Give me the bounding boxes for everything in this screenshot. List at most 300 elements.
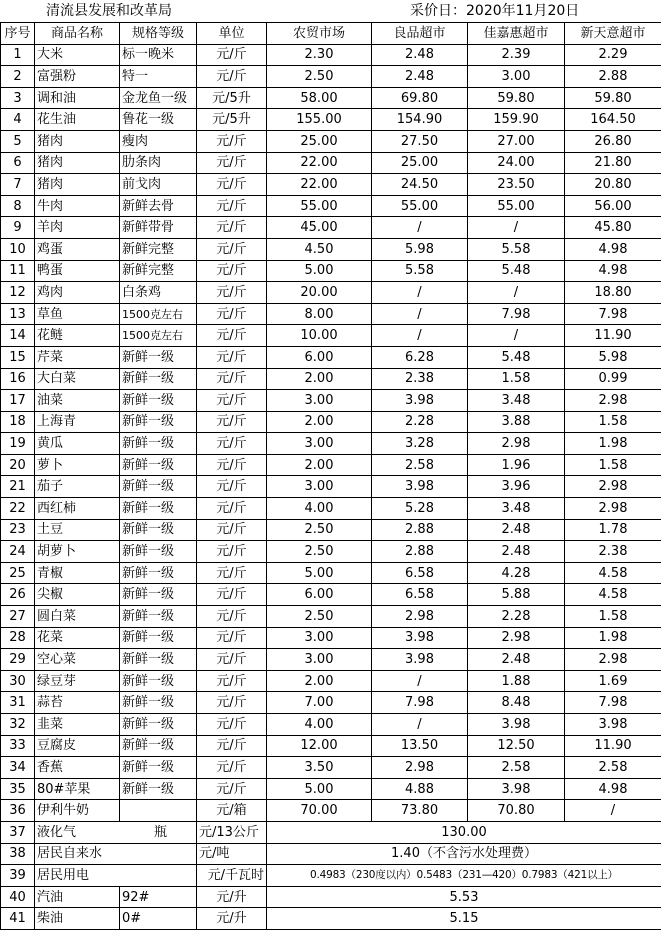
item-spec: 新鲜一级 bbox=[120, 390, 197, 412]
item-name: 圆白菜 bbox=[35, 606, 120, 628]
item-unit: 元/斤 bbox=[197, 562, 267, 584]
table-row bbox=[1, 217, 661, 239]
row-no: 26 bbox=[1, 584, 35, 606]
item-name: 尖椒 bbox=[35, 584, 120, 606]
merged-price: 5.15 bbox=[267, 908, 661, 930]
price-market: 2.50 bbox=[267, 541, 372, 563]
item-unit: 元/斤 bbox=[197, 411, 267, 433]
item-unit: 元/升 bbox=[197, 908, 267, 930]
price-jiajiahui: 3.96 bbox=[468, 476, 565, 498]
col-header-spec: 规格等级 bbox=[120, 23, 197, 45]
item-unit: 元/斤 bbox=[197, 282, 267, 304]
price-jiajiahui: 27.00 bbox=[468, 130, 565, 152]
price-liangpin: / bbox=[372, 217, 468, 239]
item-unit: 元/斤 bbox=[197, 714, 267, 736]
price-xintianyi: 4.58 bbox=[565, 584, 661, 606]
price-market: 3.00 bbox=[267, 476, 372, 498]
price-jiajiahui: 2.58 bbox=[468, 757, 565, 779]
item-name: 萝卜 bbox=[35, 454, 120, 476]
table-row bbox=[1, 562, 661, 584]
price-xintianyi: 1.58 bbox=[565, 411, 661, 433]
price-jiajiahui: 3.00 bbox=[468, 66, 565, 88]
price-liangpin: 2.98 bbox=[372, 606, 468, 628]
item-spec: 新鲜一级 bbox=[120, 584, 197, 606]
item-spec: 前戈肉 bbox=[120, 174, 197, 196]
price-xintianyi: 11.90 bbox=[565, 325, 661, 347]
price-xintianyi: 2.98 bbox=[565, 390, 661, 412]
price-liangpin: / bbox=[372, 670, 468, 692]
item-spec: 新鲜一级 bbox=[120, 498, 197, 520]
item-spec: 新鲜一级 bbox=[120, 433, 197, 455]
price-jiajiahui: 2.98 bbox=[468, 433, 565, 455]
row-no: 12 bbox=[1, 282, 35, 304]
item-unit: 元/斤 bbox=[197, 519, 267, 541]
price-jiajiahui: 7.98 bbox=[468, 303, 565, 325]
item-unit: 元/千瓦时 bbox=[197, 865, 267, 887]
item-name: 西红柿 bbox=[35, 498, 120, 520]
row-no: 14 bbox=[1, 325, 35, 347]
item-name-text: 液化气 bbox=[37, 824, 77, 840]
item-spec: 新鲜一级 bbox=[120, 692, 197, 714]
item-unit: 元/斤 bbox=[197, 606, 267, 628]
merged-price: 0.4983（230度以内）0.5483（231—420）0.7983（421以上） bbox=[267, 865, 661, 887]
price-market: 5.00 bbox=[267, 562, 372, 584]
item-spec: 新鲜一级 bbox=[120, 411, 197, 433]
item-spec: 鲁花一级 bbox=[120, 109, 197, 131]
item-unit: 元/斤 bbox=[197, 130, 267, 152]
item-spec: 92# bbox=[120, 886, 197, 908]
item-unit: 元/斤 bbox=[197, 735, 267, 757]
price-market: 2.00 bbox=[267, 670, 372, 692]
col-header-xintianyi: 新天意超市 bbox=[565, 23, 661, 45]
price-market: 5.00 bbox=[267, 260, 372, 282]
price-liangpin: 154.90 bbox=[372, 109, 468, 131]
item-name: 鸭蛋 bbox=[35, 260, 120, 282]
price-liangpin: 5.28 bbox=[372, 498, 468, 520]
price-jiajiahui: 5.48 bbox=[468, 346, 565, 368]
survey-date: 采价日：2020年11月20日 bbox=[410, 3, 580, 19]
table-row-water bbox=[1, 843, 661, 865]
table-row bbox=[1, 282, 661, 304]
item-unit: 元/斤 bbox=[197, 476, 267, 498]
row-no: 32 bbox=[1, 714, 35, 736]
col-header-market: 农贸市场 bbox=[267, 23, 372, 45]
item-name: 猪肉 bbox=[35, 130, 120, 152]
price-market: 25.00 bbox=[267, 130, 372, 152]
price-market: 6.00 bbox=[267, 346, 372, 368]
price-market: 4.00 bbox=[267, 714, 372, 736]
item-name: 调和油 bbox=[35, 87, 120, 109]
sheet-header bbox=[0, 0, 661, 22]
price-xintianyi: 5.98 bbox=[565, 346, 661, 368]
item-unit: 元/升 bbox=[197, 886, 267, 908]
price-xintianyi: 21.80 bbox=[565, 152, 661, 174]
table-row bbox=[1, 778, 661, 800]
item-unit: 元/斤 bbox=[197, 433, 267, 455]
price-xintianyi: 1.98 bbox=[565, 627, 661, 649]
item-name: 豆腐皮 bbox=[35, 735, 120, 757]
item-unit: 元/斤 bbox=[197, 778, 267, 800]
item-spec: 新鲜完整 bbox=[120, 238, 197, 260]
price-liangpin: 2.48 bbox=[372, 66, 468, 88]
price-xintianyi: 7.98 bbox=[565, 303, 661, 325]
price-liangpin: 3.98 bbox=[372, 476, 468, 498]
table-row bbox=[1, 433, 661, 455]
item-unit: 元/斤 bbox=[197, 174, 267, 196]
table-row bbox=[1, 174, 661, 196]
item-name: 花菜 bbox=[35, 627, 120, 649]
row-no: 24 bbox=[1, 541, 35, 563]
row-no: 40 bbox=[1, 886, 35, 908]
item-unit: 元/斤 bbox=[197, 649, 267, 671]
col-header-name: 商品名称 bbox=[35, 23, 120, 45]
price-market: 2.50 bbox=[267, 519, 372, 541]
item-spec: 新鲜完整 bbox=[120, 260, 197, 282]
price-market: 22.00 bbox=[267, 152, 372, 174]
table-row bbox=[1, 325, 661, 347]
price-jiajiahui: 3.48 bbox=[468, 498, 565, 520]
price-jiajiahui: 2.28 bbox=[468, 606, 565, 628]
item-name: 油菜 bbox=[35, 390, 120, 412]
item-spec: 0# bbox=[120, 908, 197, 930]
item-unit: 元/5升 bbox=[197, 87, 267, 109]
item-spec: 新鲜一级 bbox=[120, 714, 197, 736]
table-row bbox=[1, 498, 661, 520]
price-xintianyi: 2.58 bbox=[565, 757, 661, 779]
price-xintianyi: 45.80 bbox=[565, 217, 661, 239]
item-name: 香蕉 bbox=[35, 757, 120, 779]
table-row bbox=[1, 454, 661, 476]
table-row bbox=[1, 649, 661, 671]
row-no: 2 bbox=[1, 66, 35, 88]
price-jiajiahui: 55.00 bbox=[468, 195, 565, 217]
item-spec: 1500克左右 bbox=[120, 303, 197, 325]
item-name: 黄瓜 bbox=[35, 433, 120, 455]
item-spec bbox=[120, 800, 197, 822]
item-unit: 元/斤 bbox=[197, 238, 267, 260]
price-liangpin: 4.88 bbox=[372, 778, 468, 800]
table-row bbox=[1, 346, 661, 368]
row-no: 15 bbox=[1, 346, 35, 368]
item-unit: 元/斤 bbox=[197, 152, 267, 174]
item-spec: 新鲜一级 bbox=[120, 670, 197, 692]
row-no: 35 bbox=[1, 778, 35, 800]
item-spec: 白条鸡 bbox=[120, 282, 197, 304]
item-unit: 元/斤 bbox=[197, 346, 267, 368]
table-row bbox=[1, 670, 661, 692]
table-row bbox=[1, 541, 661, 563]
col-header-jiajiahui: 佳嘉惠超市 bbox=[468, 23, 565, 45]
price-market: 4.50 bbox=[267, 238, 372, 260]
row-no: 8 bbox=[1, 195, 35, 217]
item-unit: 元/5升 bbox=[197, 109, 267, 131]
price-jiajiahui: 70.80 bbox=[468, 800, 565, 822]
table-row bbox=[1, 800, 661, 822]
table-row bbox=[1, 44, 661, 66]
item-name: 空心菜 bbox=[35, 649, 120, 671]
item-spec: 新鲜一级 bbox=[120, 368, 197, 390]
item-name: 富强粉 bbox=[35, 66, 120, 88]
price-market: 2.30 bbox=[267, 44, 372, 66]
row-no: 11 bbox=[1, 260, 35, 282]
table-row bbox=[1, 735, 661, 757]
item-name: 80#苹果 bbox=[35, 778, 120, 800]
row-no: 41 bbox=[1, 908, 35, 930]
item-name: 土豆 bbox=[35, 519, 120, 541]
table-row bbox=[1, 714, 661, 736]
row-no: 23 bbox=[1, 519, 35, 541]
price-jiajiahui: 4.28 bbox=[468, 562, 565, 584]
row-no: 7 bbox=[1, 174, 35, 196]
price-xintianyi: 2.29 bbox=[565, 44, 661, 66]
price-market: 10.00 bbox=[267, 325, 372, 347]
price-liangpin: 5.98 bbox=[372, 238, 468, 260]
item-name: 花鲢 bbox=[35, 325, 120, 347]
price-liangpin: 55.00 bbox=[372, 195, 468, 217]
item-unit: 元/斤 bbox=[197, 260, 267, 282]
price-market: 3.00 bbox=[267, 627, 372, 649]
price-xintianyi: 11.90 bbox=[565, 735, 661, 757]
col-header-unit: 单位 bbox=[197, 23, 267, 45]
merged-price: 1.40（不含污水处理费） bbox=[267, 843, 661, 865]
item-unit: 元/斤 bbox=[197, 368, 267, 390]
item-name: 花生油 bbox=[35, 109, 120, 131]
table-row bbox=[1, 238, 661, 260]
price-jiajiahui: 5.88 bbox=[468, 584, 565, 606]
price-xintianyi: 4.98 bbox=[565, 260, 661, 282]
table-row bbox=[1, 260, 661, 282]
price-xintianyi: 26.80 bbox=[565, 130, 661, 152]
col-header-no: 序号 bbox=[1, 23, 35, 45]
item-spec: 标一晚米 bbox=[120, 44, 197, 66]
row-no: 22 bbox=[1, 498, 35, 520]
price-jiajiahui: 2.48 bbox=[468, 649, 565, 671]
organization-title: 清流县发展和改革局 bbox=[46, 3, 172, 19]
item-spec: 新鲜一级 bbox=[120, 346, 197, 368]
row-no: 1 bbox=[1, 44, 35, 66]
table-row bbox=[1, 195, 661, 217]
item-name: 柴油 bbox=[35, 908, 120, 930]
price-liangpin: 2.58 bbox=[372, 454, 468, 476]
price-market: 3.50 bbox=[267, 757, 372, 779]
price-table bbox=[0, 22, 661, 930]
item-spec: 新鲜一级 bbox=[120, 757, 197, 779]
row-no: 27 bbox=[1, 606, 35, 628]
item-spec: 瘦肉 bbox=[120, 130, 197, 152]
price-liangpin: / bbox=[372, 282, 468, 304]
row-no: 4 bbox=[1, 109, 35, 131]
item-name: 蒜苔 bbox=[35, 692, 120, 714]
price-xintianyi: 164.50 bbox=[565, 109, 661, 131]
price-jiajiahui: 3.48 bbox=[468, 390, 565, 412]
price-market: 5.00 bbox=[267, 778, 372, 800]
item-unit: 元/吨 bbox=[197, 843, 267, 865]
row-no: 33 bbox=[1, 735, 35, 757]
price-liangpin: 24.50 bbox=[372, 174, 468, 196]
item-unit: 元/斤 bbox=[197, 757, 267, 779]
item-spec: 新鲜一级 bbox=[120, 476, 197, 498]
item-spec: 新鲜一级 bbox=[120, 606, 197, 628]
table-row-diesel bbox=[1, 908, 661, 930]
item-unit: 元/斤 bbox=[197, 541, 267, 563]
price-liangpin: 13.50 bbox=[372, 735, 468, 757]
item-name: 茄子 bbox=[35, 476, 120, 498]
item-unit: 元/斤 bbox=[197, 498, 267, 520]
row-no: 16 bbox=[1, 368, 35, 390]
table-row bbox=[1, 757, 661, 779]
table-row bbox=[1, 692, 661, 714]
item-name: 汽油 bbox=[35, 886, 120, 908]
price-jiajiahui: 1.88 bbox=[468, 670, 565, 692]
price-xintianyi: 1.58 bbox=[565, 606, 661, 628]
price-jiajiahui: / bbox=[468, 325, 565, 347]
price-market: 12.00 bbox=[267, 735, 372, 757]
price-liangpin: 3.98 bbox=[372, 649, 468, 671]
item-spec: 新鲜一级 bbox=[120, 778, 197, 800]
price-xintianyi: 18.80 bbox=[565, 282, 661, 304]
price-jiajiahui: 1.58 bbox=[468, 368, 565, 390]
table-row bbox=[1, 476, 661, 498]
item-spec: 新鲜一级 bbox=[120, 649, 197, 671]
price-xintianyi: 3.98 bbox=[565, 714, 661, 736]
row-no: 37 bbox=[1, 821, 35, 843]
price-liangpin: 2.28 bbox=[372, 411, 468, 433]
item-spec: 新鲜一级 bbox=[120, 541, 197, 563]
item-unit: 元/斤 bbox=[197, 44, 267, 66]
price-liangpin: 25.00 bbox=[372, 152, 468, 174]
row-no: 20 bbox=[1, 454, 35, 476]
price-xintianyi: 7.98 bbox=[565, 692, 661, 714]
item-unit: 元/斤 bbox=[197, 670, 267, 692]
col-header-liangpin: 良品超市 bbox=[372, 23, 468, 45]
item-unit: 元/斤 bbox=[197, 217, 267, 239]
price-market: 55.00 bbox=[267, 195, 372, 217]
row-no: 17 bbox=[1, 390, 35, 412]
price-jiajiahui: 159.90 bbox=[468, 109, 565, 131]
row-no: 29 bbox=[1, 649, 35, 671]
price-market: 4.00 bbox=[267, 498, 372, 520]
merged-price: 5.53 bbox=[267, 886, 661, 908]
price-liangpin: 3.98 bbox=[372, 627, 468, 649]
price-jiajiahui: 5.58 bbox=[468, 238, 565, 260]
price-jiajiahui: 2.48 bbox=[468, 519, 565, 541]
table-row-lpg bbox=[1, 821, 661, 843]
table-row-power bbox=[1, 865, 661, 887]
item-name: 上海青 bbox=[35, 411, 120, 433]
item-spec: 特一 bbox=[120, 66, 197, 88]
table-header-row bbox=[1, 23, 661, 45]
table-row bbox=[1, 152, 661, 174]
price-liangpin: 73.80 bbox=[372, 800, 468, 822]
item-spec: 新鲜去骨 bbox=[120, 195, 197, 217]
item-name bbox=[35, 821, 197, 843]
item-name: 草鱼 bbox=[35, 303, 120, 325]
price-liangpin: 27.50 bbox=[372, 130, 468, 152]
item-spec: 金龙鱼一级 bbox=[120, 87, 197, 109]
price-xintianyi: 1.58 bbox=[565, 454, 661, 476]
merged-price: 130.00 bbox=[267, 821, 661, 843]
price-liangpin: 5.58 bbox=[372, 260, 468, 282]
row-no: 38 bbox=[1, 843, 35, 865]
row-no: 36 bbox=[1, 800, 35, 822]
price-market: 2.00 bbox=[267, 454, 372, 476]
price-market: 22.00 bbox=[267, 174, 372, 196]
price-jiajiahui: 3.98 bbox=[468, 714, 565, 736]
item-name: 胡萝卜 bbox=[35, 541, 120, 563]
price-xintianyi: 59.80 bbox=[565, 87, 661, 109]
item-unit: 元/斤 bbox=[197, 66, 267, 88]
price-market: 20.00 bbox=[267, 282, 372, 304]
price-liangpin: / bbox=[372, 303, 468, 325]
item-unit: 元/斤 bbox=[197, 390, 267, 412]
item-name: 猪肉 bbox=[35, 152, 120, 174]
table-row bbox=[1, 130, 661, 152]
price-market: 3.00 bbox=[267, 433, 372, 455]
price-market: 2.00 bbox=[267, 411, 372, 433]
price-jiajiahui: 59.80 bbox=[468, 87, 565, 109]
item-name: 大米 bbox=[35, 44, 120, 66]
item-spec: 瓶 bbox=[154, 824, 168, 840]
item-unit: 元/斤 bbox=[197, 195, 267, 217]
table-row bbox=[1, 66, 661, 88]
price-liangpin: 2.48 bbox=[372, 44, 468, 66]
item-name: 猪肉 bbox=[35, 174, 120, 196]
item-unit: 元/斤 bbox=[197, 454, 267, 476]
price-jiajiahui: / bbox=[468, 217, 565, 239]
price-jiajiahui: 3.88 bbox=[468, 411, 565, 433]
price-xintianyi: / bbox=[565, 800, 661, 822]
table-row bbox=[1, 109, 661, 131]
item-name: 居民用电 bbox=[35, 865, 197, 887]
price-xintianyi: 20.80 bbox=[565, 174, 661, 196]
row-no: 18 bbox=[1, 411, 35, 433]
price-liangpin: 2.38 bbox=[372, 368, 468, 390]
price-liangpin: 6.58 bbox=[372, 584, 468, 606]
item-name: 韭菜 bbox=[35, 714, 120, 736]
price-jiajiahui: 23.50 bbox=[468, 174, 565, 196]
price-liangpin: 7.98 bbox=[372, 692, 468, 714]
item-name: 芹菜 bbox=[35, 346, 120, 368]
price-jiajiahui: 5.48 bbox=[468, 260, 565, 282]
price-xintianyi: 1.78 bbox=[565, 519, 661, 541]
table-row bbox=[1, 519, 661, 541]
item-spec: 新鲜一级 bbox=[120, 519, 197, 541]
item-unit: 元/斤 bbox=[197, 303, 267, 325]
price-xintianyi: 2.98 bbox=[565, 649, 661, 671]
item-spec: 新鲜一级 bbox=[120, 562, 197, 584]
price-xintianyi: 2.38 bbox=[565, 541, 661, 563]
item-name: 居民自来水 bbox=[35, 843, 197, 865]
price-market: 3.00 bbox=[267, 390, 372, 412]
item-name: 青椒 bbox=[35, 562, 120, 584]
price-jiajiahui: 3.98 bbox=[468, 778, 565, 800]
price-jiajiahui: 8.48 bbox=[468, 692, 565, 714]
item-unit: 元/13公斤 bbox=[197, 821, 267, 843]
price-jiajiahui: 1.96 bbox=[468, 454, 565, 476]
price-xintianyi: 2.88 bbox=[565, 66, 661, 88]
row-no: 34 bbox=[1, 757, 35, 779]
table-row bbox=[1, 303, 661, 325]
price-market: 3.00 bbox=[267, 649, 372, 671]
item-name: 羊肉 bbox=[35, 217, 120, 239]
price-jiajiahui: 24.00 bbox=[468, 152, 565, 174]
price-xintianyi: 2.98 bbox=[565, 498, 661, 520]
row-no: 5 bbox=[1, 130, 35, 152]
price-liangpin: 2.88 bbox=[372, 519, 468, 541]
price-market: 2.50 bbox=[267, 606, 372, 628]
price-market: 2.00 bbox=[267, 368, 372, 390]
item-unit: 元/斤 bbox=[197, 692, 267, 714]
